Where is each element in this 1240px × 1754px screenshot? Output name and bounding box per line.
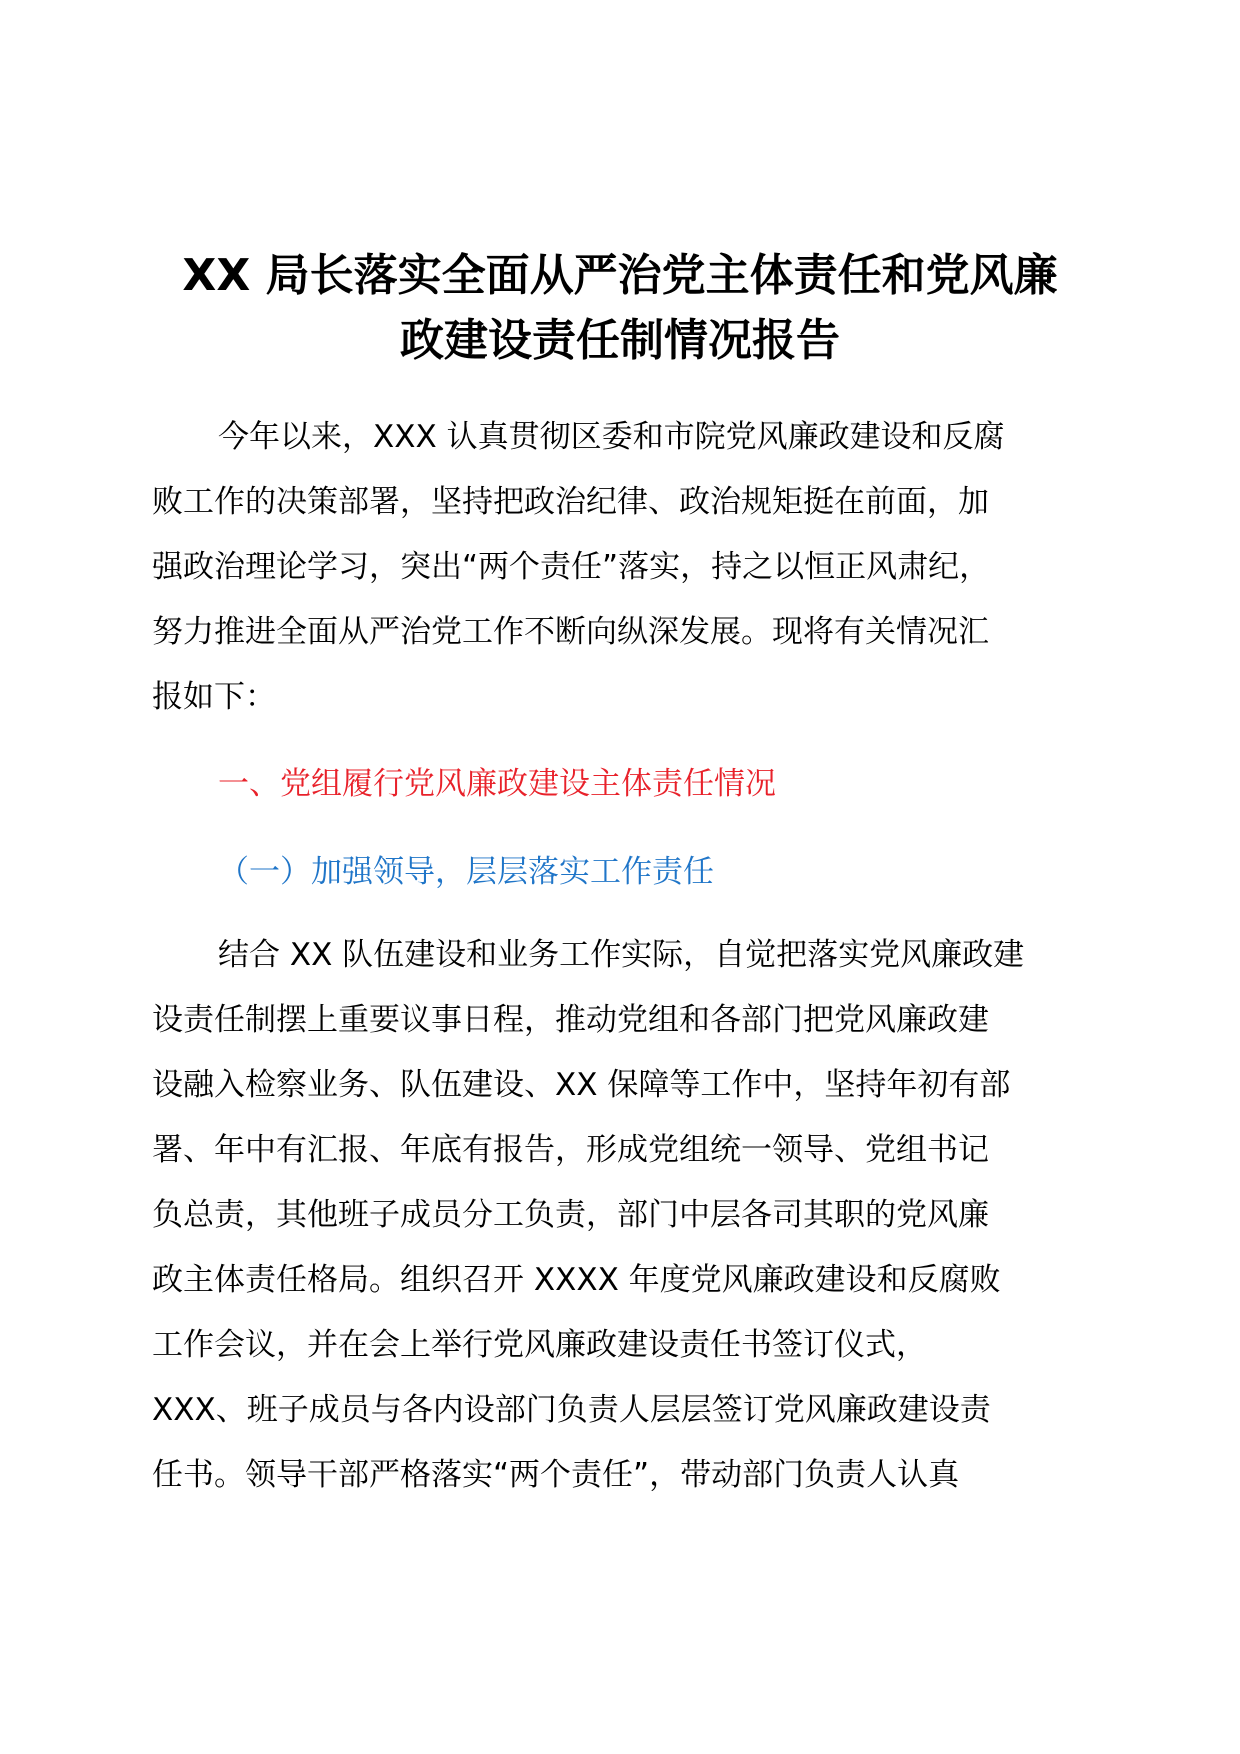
body-line: 结合 XX 队伍建设和业务工作实际，自觉把落实党风廉政建: [218, 937, 1025, 973]
body-line: 工作会议，并在会上举行党风廉政建设责任书签订仪式，: [152, 1327, 927, 1363]
body-line: 负总责，其他班子成员分工负责，部门中层各司其职的党风廉: [152, 1197, 989, 1233]
intro-line: 努力推进全面从严治党工作不断向纵深发展。现将有关情况汇: [152, 614, 989, 650]
section-heading: 一、党组履行党风廉政建设主体责任情况: [218, 766, 776, 802]
body-line: 任书。领导干部严格落实“两个责任”，带动部门负责人认真: [152, 1457, 960, 1493]
intro-line: 今年以来，XXX 认真贯彻区委和市院党风廉政建设和反腐: [218, 419, 1005, 455]
intro-paragraph: [152, 405, 1082, 730]
body-line: XXX、班子成员与各内设部门负责人层层签订党风廉政建设责: [152, 1392, 991, 1428]
intro-line: 强政治理论学习，突出“两个责任”落实，持之以恒正风肃纪，: [152, 549, 991, 585]
body-line: 政主体责任格局。组织召开 XXXX 年度党风廉政建设和反腐败: [152, 1262, 1001, 1298]
body-line: 署、年中有汇报、年底有报告，形成党组统一领导、党组书记: [152, 1132, 989, 1168]
document-title-line-1: XX 局长落实全面从严治党主体责任和党风廉: [182, 250, 1058, 301]
document-title-line-2: 政建设责任制情况报告: [400, 315, 840, 366]
intro-line: 报如下：: [152, 679, 276, 715]
subsection-heading: （一）加强领导，层层落实工作责任: [218, 854, 714, 890]
intro-line: 败工作的决策部署，坚持把政治纪律、政治规矩挺在前面，加: [152, 484, 989, 520]
body-paragraph: [152, 923, 1082, 1508]
body-line: 设责任制摆上重要议事日程，推动党组和各部门把党风廉政建: [152, 1002, 989, 1038]
body-line: 设融入检察业务、队伍建设、XX 保障等工作中，坚持年初有部: [152, 1067, 1011, 1103]
